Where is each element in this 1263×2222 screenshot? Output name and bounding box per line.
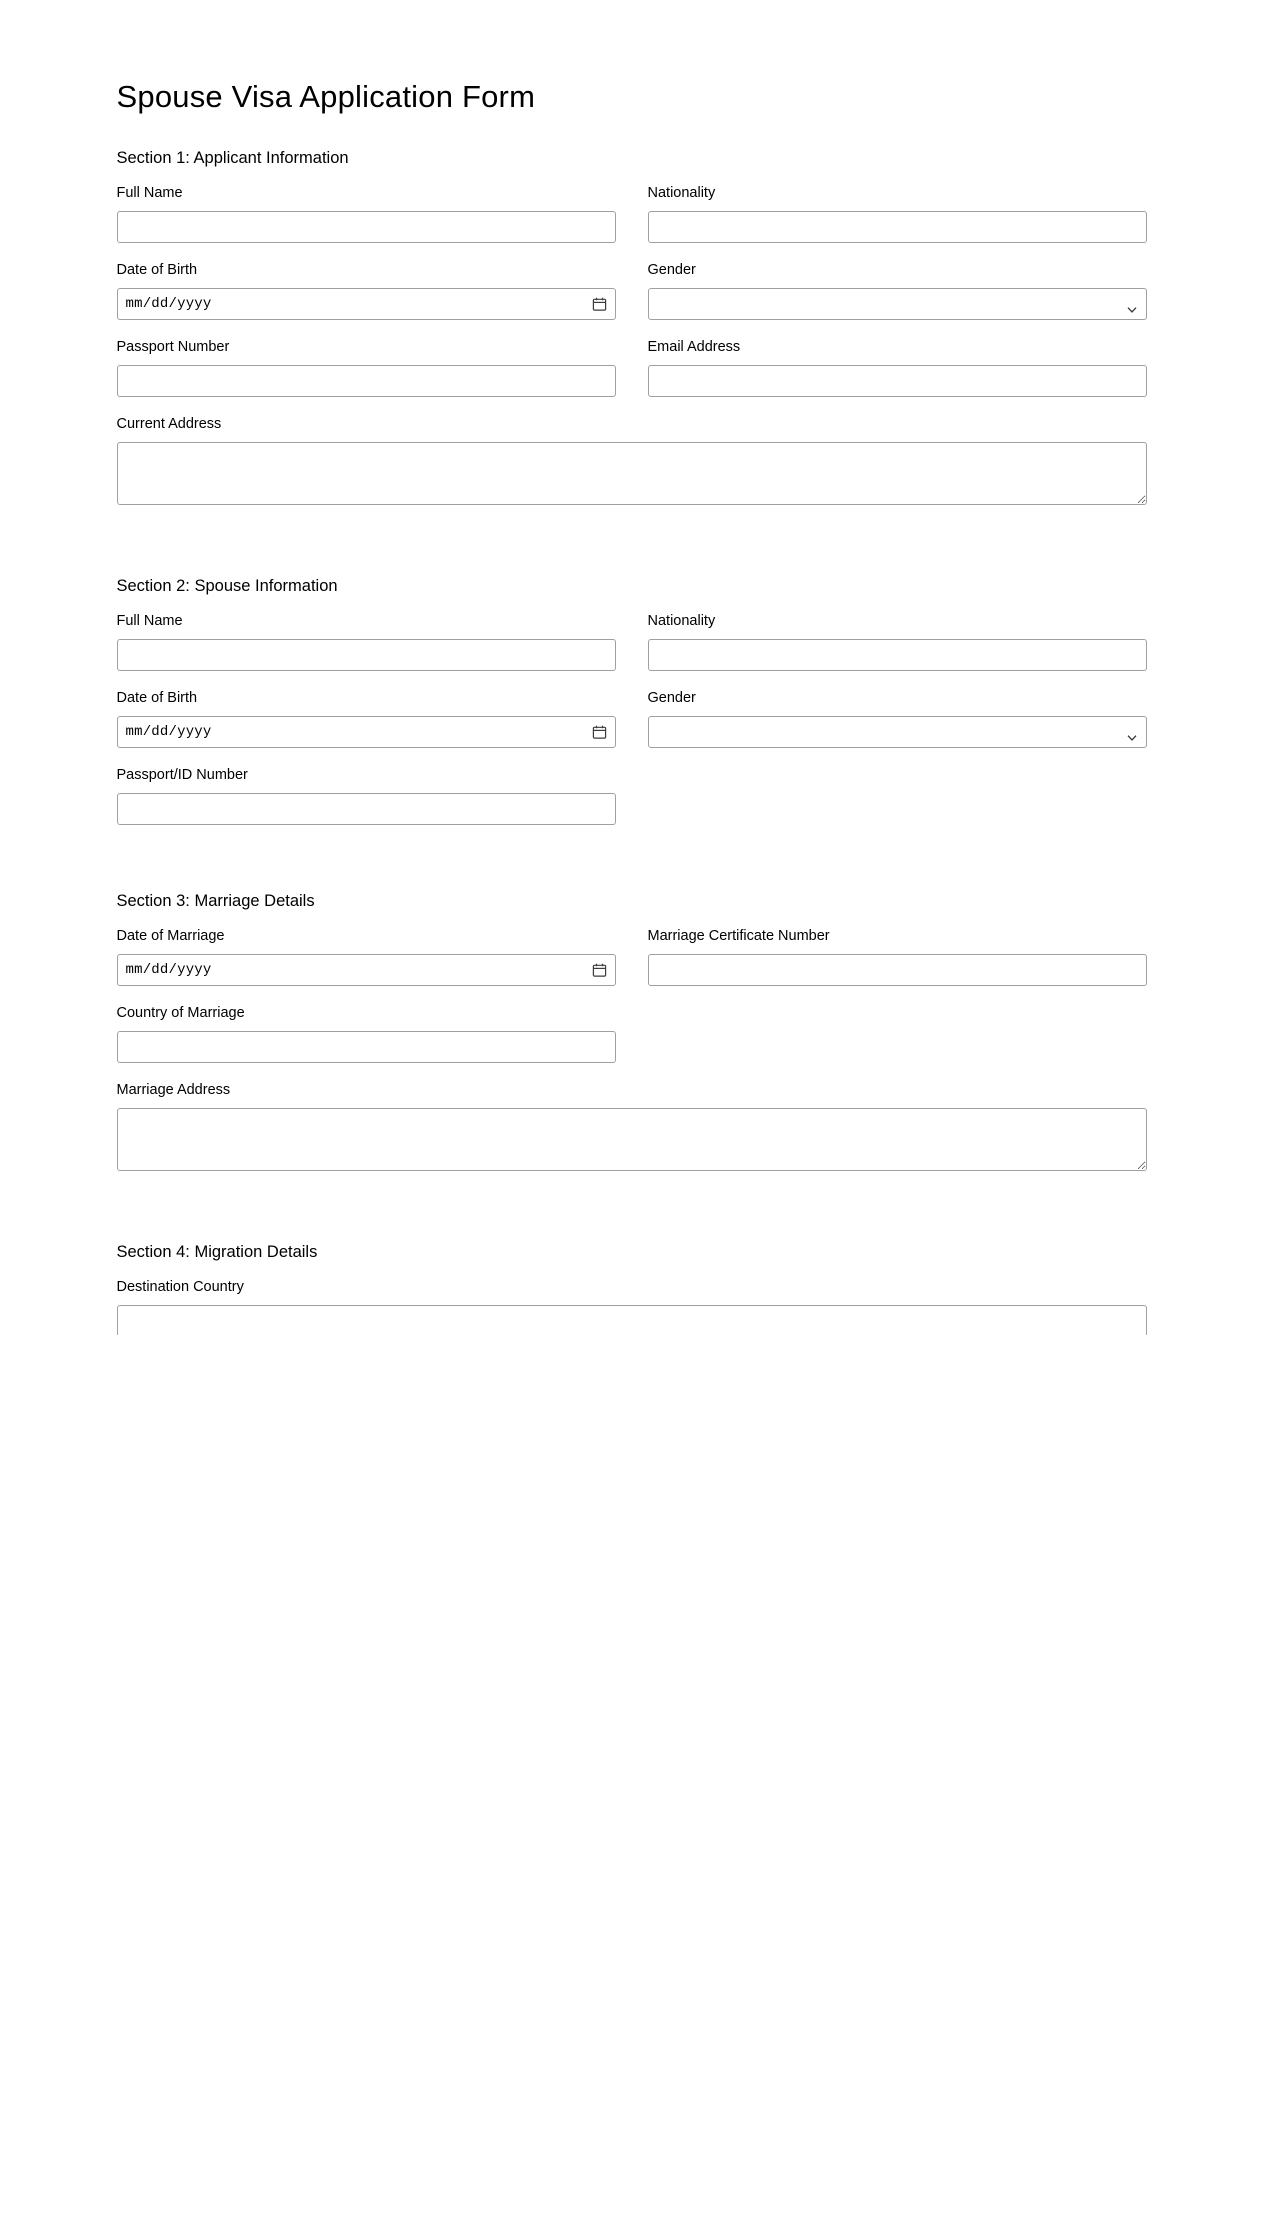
field-label: Date of Birth [116,262,198,278]
select-wrapper [648,288,1147,320]
section-fields-grid [117,1277,1147,1352]
field-label: Email Address [647,339,741,356]
field-applicant-current-address [117,414,1147,510]
field-label: Gender [647,262,696,278]
applicant-nationality-input[interactable] [648,211,1147,243]
field-applicant-full-name [117,183,616,243]
field-label: Country of Marriage [116,1004,245,1021]
applicant-passport-number-input[interactable] [117,365,616,397]
date-input-wrapper [117,288,616,320]
section-fields-grid [117,611,1147,842]
section-heading: Section 1: Applicant Information [116,149,349,168]
section-marriage-details [117,892,1147,1193]
section-heading: Section 2: Spouse Information [116,577,338,596]
applicant-full-name-input[interactable] [117,211,616,243]
field-spouse-full-name [117,611,616,671]
field-label: Destination Country [116,1278,244,1295]
applicant-email-address-input[interactable] [648,365,1147,397]
field-label: Date of Marriage [116,927,225,944]
field-label: Date of Birth [116,689,198,706]
section-fields-grid [117,183,1147,527]
page-title: Spouse Visa Application Form [116,79,536,114]
field-label: Marriage Address [116,1081,231,1098]
field-destination-country [117,1277,1147,1335]
section-fields-grid [117,926,1147,1193]
field-label: Nationality [647,184,716,201]
field-label: Passport Number [116,339,230,356]
marriage-certificate-number-input[interactable] [648,954,1147,986]
field-label: Nationality [647,612,716,629]
field-label: Current Address [116,416,222,433]
field-country-of-marriage [117,1003,616,1063]
field-label: Passport/ID Number [116,766,248,783]
page-bottom-whitespace [117,1402,1147,2222]
date-input-wrapper [117,954,616,986]
spouse-nationality-input[interactable] [648,639,1147,671]
section-migration-details [117,1243,1147,1352]
country-of-marriage-input[interactable] [117,1031,616,1063]
field-spouse-gender [648,688,1147,748]
spouse-date-of-birth-input[interactable] [117,716,616,748]
field-label: Gender [647,689,696,706]
field-applicant-nationality [648,183,1147,243]
field-applicant-date-of-birth [117,260,616,320]
section-heading: Section 3: Marriage Details [116,891,315,910]
field-marriage-certificate-number [648,926,1147,986]
section-applicant-information [117,149,1147,527]
field-marriage-address [117,1080,1147,1176]
spouse-passport-id-number-input[interactable] [117,793,616,825]
field-label: Full Name [116,612,183,629]
field-label: Marriage Certificate Number [647,927,830,944]
section-spouse-information [117,577,1147,842]
field-spouse-passport-id-number [117,765,616,825]
form-content [117,78,1147,2222]
applicant-current-address-textarea[interactable] [117,442,1147,505]
clipped-field-region [117,1305,1147,1335]
field-spouse-nationality [648,611,1147,671]
select-wrapper [648,716,1147,748]
field-applicant-passport-number [117,337,616,397]
marriage-address-textarea[interactable] [117,1108,1147,1171]
field-applicant-email-address [648,337,1147,397]
field-spacer [648,765,1147,825]
date-of-marriage-input[interactable] [117,954,616,986]
applicant-gender-select[interactable] [648,288,1147,320]
field-label: Full Name [116,184,183,201]
field-spouse-date-of-birth [117,688,616,748]
section-heading: Section 4: Migration Details [116,1242,318,1261]
field-applicant-gender [648,260,1147,320]
field-spacer [648,1003,1147,1063]
field-date-of-marriage [117,926,616,986]
applicant-date-of-birth-input[interactable] [117,288,616,320]
date-input-wrapper [117,716,616,748]
spouse-gender-select[interactable] [648,716,1147,748]
spouse-full-name-input[interactable] [117,639,616,671]
destination-country-input[interactable] [117,1305,1147,1335]
